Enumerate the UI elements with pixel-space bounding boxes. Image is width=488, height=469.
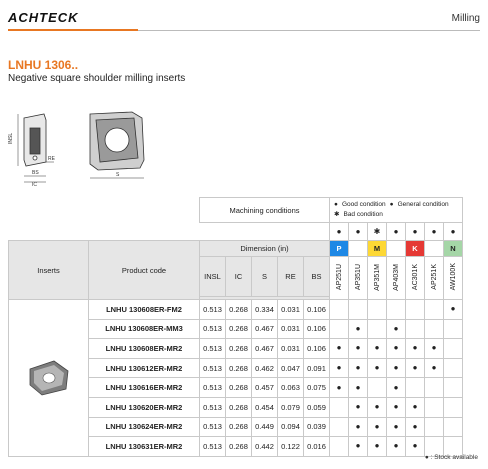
dimension-value: 0.031	[278, 319, 304, 339]
group-p: P	[330, 241, 349, 257]
stock-dot: ●	[387, 319, 406, 339]
stock-dot: ●	[330, 378, 349, 398]
dimension-value: 0.031	[278, 339, 304, 359]
product-code: LNHU 130608ER-MM3	[89, 319, 200, 339]
table-body	[9, 300, 463, 457]
stock-dot: ●	[406, 397, 425, 417]
re-label: RE	[48, 156, 55, 162]
bad-condition-label: Bad condition	[343, 211, 383, 218]
dimension-value: 0.457	[252, 378, 278, 398]
spec-table	[8, 197, 463, 457]
insert-drawings	[8, 104, 188, 194]
dimension-value: 0.031	[278, 300, 304, 320]
stock-dot: ●	[406, 339, 425, 359]
condition-symbol: ●	[330, 223, 349, 241]
grade-label: AC301K	[411, 263, 419, 291]
dimension-value: 0.106	[304, 319, 330, 339]
grade-col	[444, 257, 463, 300]
good-condition-label: Good condition	[341, 201, 386, 208]
general-condition-icon: ●	[389, 201, 394, 208]
header-divider	[138, 30, 480, 31]
dim-col-insl: INSL	[200, 257, 226, 297]
grade-label: AW100K	[449, 263, 457, 291]
brand-logo: ACHTECK	[8, 10, 79, 25]
inserts-header: Inserts	[9, 241, 89, 300]
dimension-value: 0.075	[304, 378, 330, 398]
product-code: LNHU 130612ER-MR2	[89, 358, 200, 378]
dimension-value: 0.268	[226, 300, 252, 320]
general-condition-label: General condition	[397, 201, 449, 208]
product-code-header: Product code	[89, 241, 200, 300]
grade-col	[387, 257, 406, 300]
stock-dot: ●	[368, 417, 387, 437]
grade-col	[368, 257, 387, 300]
page-subtitle: Negative square shoulder milling inserts	[8, 73, 186, 84]
stock-dot: ●	[406, 417, 425, 437]
stock-dot	[444, 378, 463, 398]
dimension-value: 0.449	[252, 417, 278, 437]
product-code: LNHU 130624ER-MR2	[89, 417, 200, 437]
front-view-drawing	[90, 112, 144, 178]
stock-dot	[425, 319, 444, 339]
condition-symbol: ●	[387, 223, 406, 241]
group-k: K	[406, 241, 425, 257]
dimension-value: 0.268	[226, 319, 252, 339]
stock-dot: ●	[349, 378, 368, 398]
s-label: S	[116, 172, 120, 178]
group-m: M	[368, 241, 387, 257]
ic-label: IC	[32, 182, 37, 188]
product-code: LNHU 130608ER-FM2	[89, 300, 200, 320]
stock-dot	[330, 437, 349, 457]
stock-dot: ●	[349, 339, 368, 359]
dimension-value: 0.268	[226, 378, 252, 398]
stock-dot: ●	[368, 397, 387, 417]
section-label: Milling	[451, 13, 480, 24]
insert-image-cell	[9, 300, 89, 457]
group-n: N	[444, 241, 463, 257]
stock-dot	[349, 300, 368, 320]
blank-corner	[9, 198, 200, 223]
stock-dot: ●	[425, 358, 444, 378]
grade-label: AP351U	[354, 263, 362, 291]
dimension-value: 0.513	[200, 437, 226, 457]
dimension-value: 0.268	[226, 358, 252, 378]
accent-rule	[8, 29, 138, 31]
stock-dot: ●	[406, 437, 425, 457]
stock-dot	[368, 378, 387, 398]
dimension-value: 0.122	[278, 437, 304, 457]
group-k-span	[425, 241, 444, 257]
stock-dot	[425, 417, 444, 437]
stock-dot	[444, 319, 463, 339]
bs-label: BS	[32, 170, 39, 176]
stock-dot	[406, 319, 425, 339]
stock-dot	[330, 397, 349, 417]
dimension-value: 0.513	[200, 319, 226, 339]
stock-dot	[444, 339, 463, 359]
grade-label: AP351M	[373, 263, 381, 291]
stock-dot: ●	[387, 417, 406, 437]
stock-dot: ●	[349, 397, 368, 417]
group-p-span	[349, 241, 368, 257]
dimension-value: 0.106	[304, 300, 330, 320]
dimension-value: 0.513	[200, 339, 226, 359]
stock-dot	[425, 397, 444, 417]
stock-dot	[387, 300, 406, 320]
stock-dot: ●	[387, 378, 406, 398]
dimension-value: 0.091	[304, 358, 330, 378]
insert-photo	[24, 355, 74, 399]
good-condition-icon: ●	[334, 201, 338, 208]
grade-col	[330, 257, 349, 300]
condition-symbol: ●	[349, 223, 368, 241]
insl-label: INSL	[8, 132, 14, 144]
stock-dot: ●	[368, 437, 387, 457]
grade-col	[349, 257, 368, 300]
stock-dot: ●	[330, 358, 349, 378]
stock-dot: ●	[387, 397, 406, 417]
machining-conditions-header: Machining conditions	[200, 198, 330, 223]
bad-condition-icon: ✱	[334, 211, 340, 218]
dimension-value: 0.442	[252, 437, 278, 457]
dimension-header: Dimension (in)	[200, 241, 330, 257]
stock-dot: ●	[425, 339, 444, 359]
dimension-value: 0.513	[200, 397, 226, 417]
stock-dot	[444, 417, 463, 437]
dimension-value: 0.334	[252, 300, 278, 320]
stock-dot: ●	[349, 437, 368, 457]
stock-dot: ●	[387, 358, 406, 378]
blank-row	[9, 223, 330, 241]
dimension-value: 0.513	[200, 358, 226, 378]
dim-col-s: S	[252, 257, 278, 297]
stock-dot	[444, 358, 463, 378]
stock-dot	[368, 300, 387, 320]
dim-col-ic: IC	[226, 257, 252, 297]
stock-dot: ●	[349, 358, 368, 378]
grade-label: AP251K	[430, 264, 438, 290]
dimension-value: 0.268	[226, 339, 252, 359]
stock-dot	[425, 300, 444, 320]
stock-dot	[330, 319, 349, 339]
grade-label: AP403M	[392, 263, 400, 291]
dimension-value: 0.016	[304, 437, 330, 457]
dimension-value: 0.513	[200, 417, 226, 437]
product-code: LNHU 130620ER-MR2	[89, 397, 200, 417]
stock-dot: ●	[387, 437, 406, 457]
stock-dot: ●	[368, 339, 387, 359]
dimension-value: 0.268	[226, 437, 252, 457]
dimension-value: 0.454	[252, 397, 278, 417]
table-row	[9, 300, 463, 320]
dimension-value: 0.094	[278, 417, 304, 437]
page-title: LNHU 1306..	[8, 58, 79, 72]
dimension-value: 0.059	[304, 397, 330, 417]
stock-footnote: ● : Stock available	[424, 454, 478, 461]
stock-dot	[406, 378, 425, 398]
dimension-value: 0.462	[252, 358, 278, 378]
stock-dot: ●	[330, 339, 349, 359]
dimension-value: 0.268	[226, 417, 252, 437]
product-code: LNHU 130631ER-MR2	[89, 437, 200, 457]
dimension-value: 0.039	[304, 417, 330, 437]
stock-dot	[368, 319, 387, 339]
dim-col-re: RE	[278, 257, 304, 297]
dimension-value: 0.513	[200, 300, 226, 320]
grade-col	[406, 257, 425, 300]
dimension-value: 0.268	[226, 397, 252, 417]
dim-col-bs: BS	[304, 257, 330, 297]
grade-label: AP251U	[335, 263, 343, 291]
product-code: LNHU 130608ER-MR2	[89, 339, 200, 359]
stock-dot: ●	[387, 339, 406, 359]
condition-legend	[330, 198, 463, 223]
stock-dot	[425, 378, 444, 398]
stock-dot	[330, 300, 349, 320]
stock-dot: ●	[349, 417, 368, 437]
condition-symbol: ●	[425, 223, 444, 241]
dimension-value: 0.106	[304, 339, 330, 359]
product-code: LNHU 130616ER-MR2	[89, 378, 200, 398]
stock-dot	[406, 300, 425, 320]
condition-symbol: ●	[406, 223, 425, 241]
dimension-value: 0.079	[278, 397, 304, 417]
stock-dot: ●	[349, 319, 368, 339]
dimension-value: 0.063	[278, 378, 304, 398]
stock-dot: ●	[368, 358, 387, 378]
stock-dot: ●	[444, 300, 463, 320]
dimension-value: 0.467	[252, 339, 278, 359]
dimension-value: 0.047	[278, 358, 304, 378]
stock-dot	[444, 397, 463, 417]
stock-dot	[330, 417, 349, 437]
dimension-value: 0.467	[252, 319, 278, 339]
condition-symbol: ✱	[368, 223, 387, 241]
grade-col	[425, 257, 444, 300]
condition-symbol: ●	[444, 223, 463, 241]
stock-dot: ●	[406, 358, 425, 378]
dimension-value: 0.513	[200, 378, 226, 398]
group-m-span	[387, 241, 406, 257]
